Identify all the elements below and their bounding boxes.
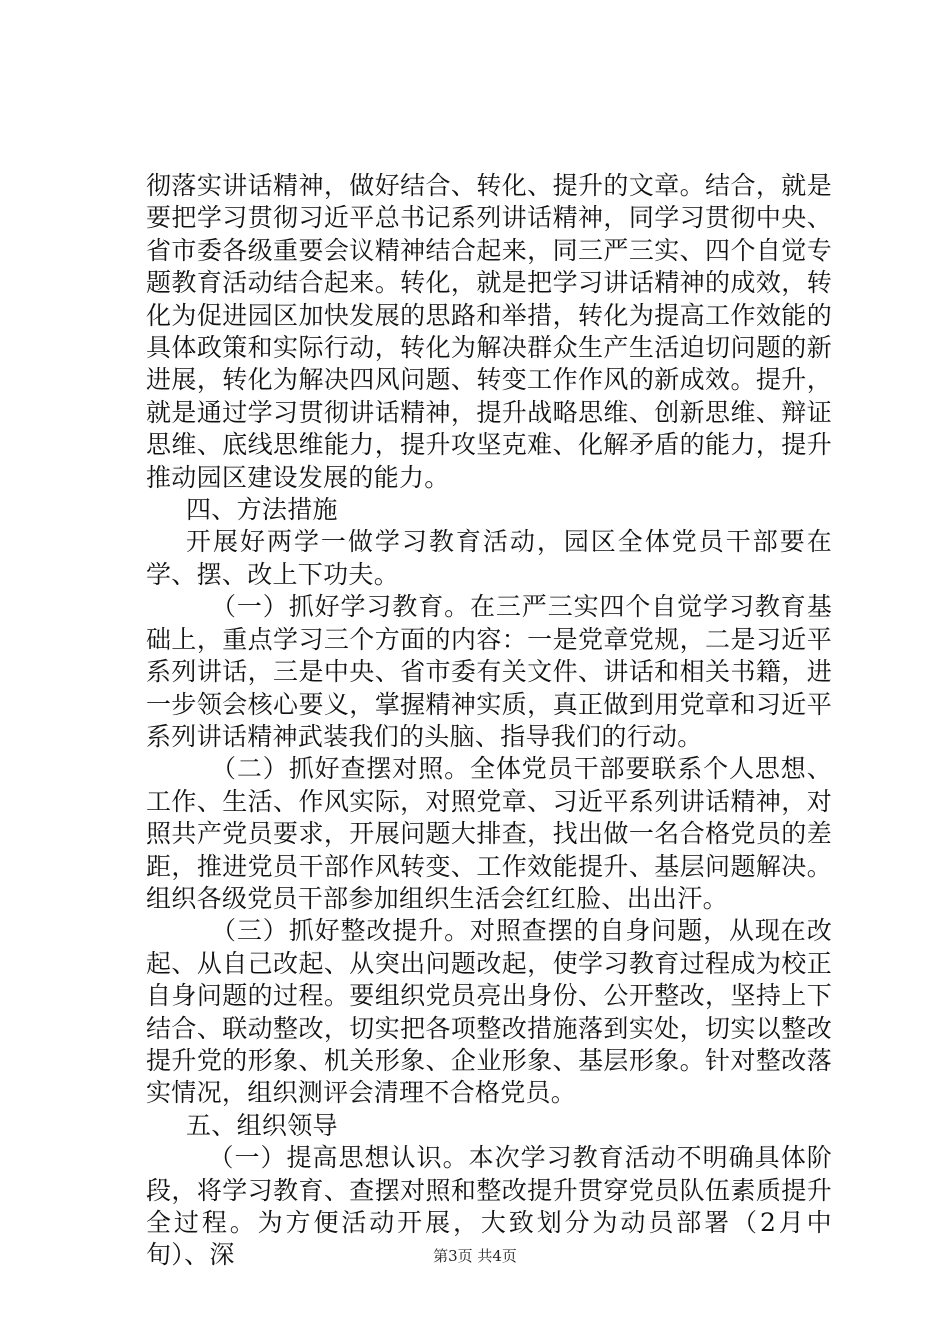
page-number-footer: 第3页 共4页 — [433, 1247, 517, 1265]
section-heading-methods: 四、方法措施 — [186, 495, 338, 525]
section-heading-leadership: 五、组织领导 — [186, 1110, 338, 1140]
document-body — [146, 170, 832, 1272]
paragraph-rectification: （三）抓好整改提升。对照查摆的自身问题，从现在改起、从自己改起、从突出问题改起，使学习教育过程成为校正自身问题的过程。要组织党员亮出身份、公开整改，坚持上下结合、联动整改，切实把各项整改措施落到实处，切实以整改提升党的形象、机关形象、企业形象、基层形象。针对整改落实情况，组织测评会清理不合格党员。 — [146, 916, 832, 1108]
paragraph-raise-awareness: （一）提高思想认识。本次学习教育活动不明确具体阶段，将学习教育、查摆对照和整改提升贯穿党员队伍素质提升全过程。为方便活动开展，大致划分为动员部署（2月中旬）、深 — [146, 1143, 832, 1270]
paragraph-self-examination: （二）抓好查摆对照。全体党员干部要联系个人思想、工作、生活、作风实际，对照党章、习近平系列讲话精神，对照共产党员要求，开展问题大排查，找出做一名合格党员的差距，推进党员干部作风转变、工作效能提升、基层问题解决。组织各级党员干部参加组织生活会红红脸、出出汗。 — [146, 754, 832, 913]
paragraph-methods-intro: 开展好两学一做学习教育活动，园区全体党员干部要在学、摆、改上下功夫。 — [146, 527, 832, 589]
paragraph-study-education: （一）抓好学习教育。在三严三实四个自觉学习教育基础上，重点学习三个方面的内容：一是党章党规，二是习近平系列讲话，三是中央、省市委有关文件、讲话和相关书籍，进一步领会核心要义，掌握精神实质，真正做到用党章和习近平系列讲话精神武装我们的头脑、指导我们的行动。 — [146, 592, 832, 751]
paragraph-continuation: 彻落实讲话精神，做好结合、转化、提升的文章。结合，就是要把学习贯彻习近平总书记系列讲话精神，同学习贯彻中央、省市委各级重要会议精神结合起来，同三严三实、四个自觉专题教育活动结合起来。转化，就是把学习讲话精神的成效，转化为促进园区加快发展的思路和举措，转化为提高工作效能的具体政策和实际行动，转化为解决群众生产生活迫切问题的新进展，转化为解决四风问题、转变工作作风的新成效。提升，就是通过学习贯彻讲话精神，提升战略思维、创新思维、辩证思维、底线思维能力，提升攻坚克难、化解矛盾的能力，提升推动园区建设发展的能力。 — [146, 171, 832, 492]
